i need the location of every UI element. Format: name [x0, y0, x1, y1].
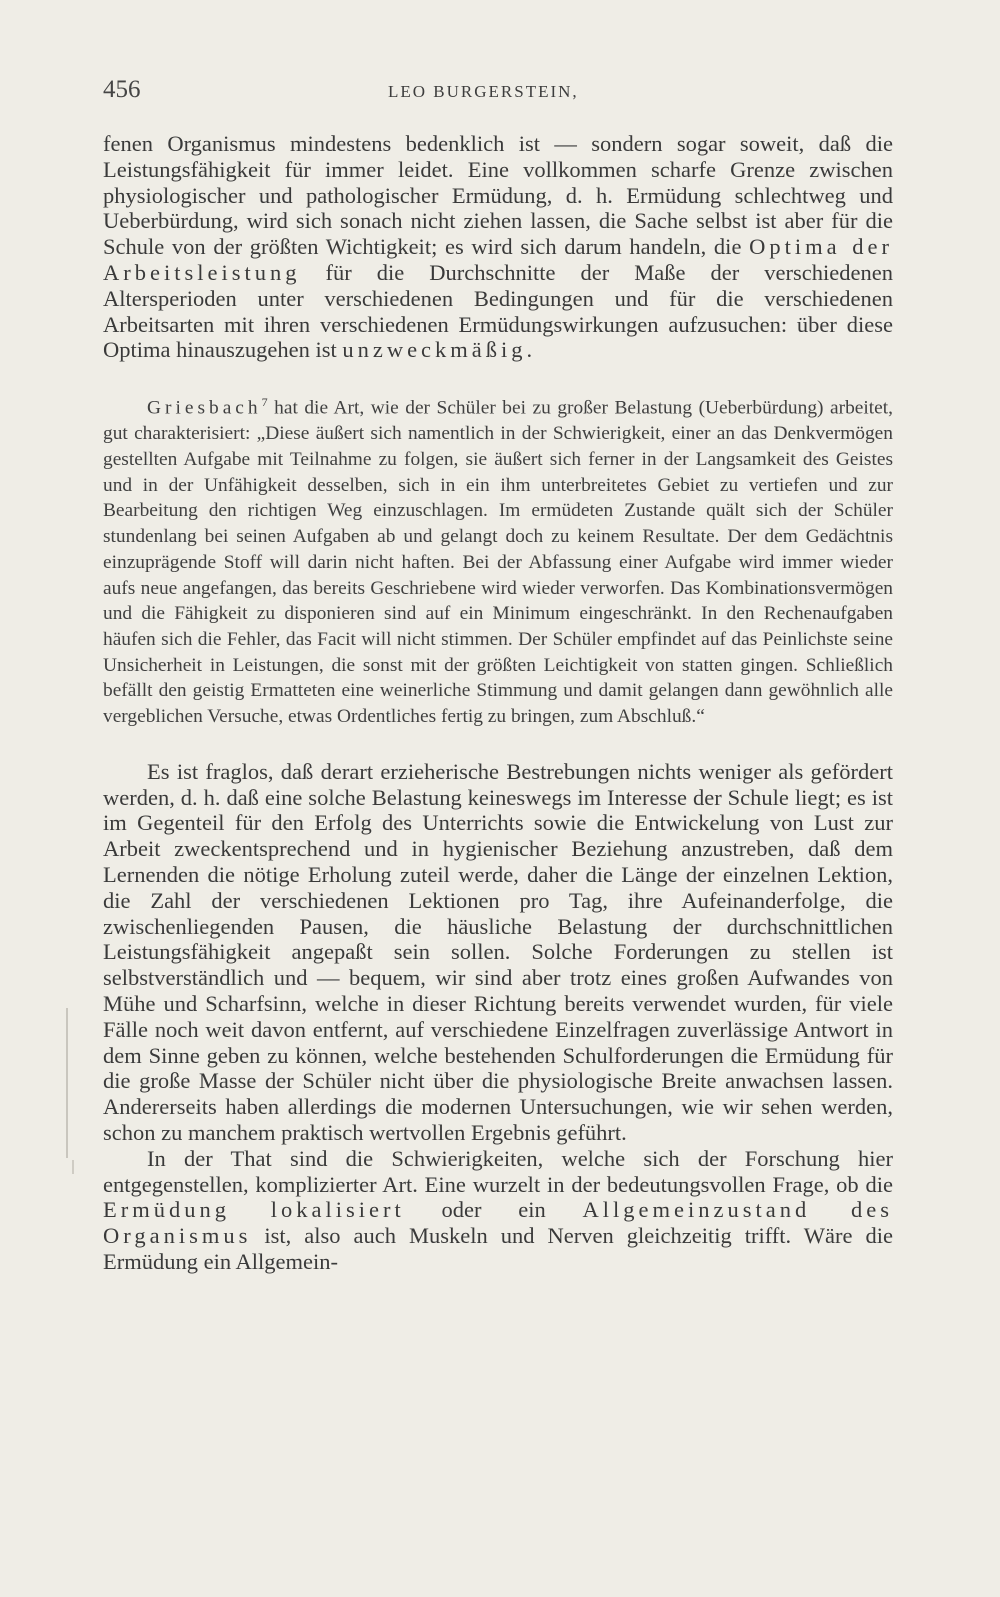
body-text	[103, 131, 893, 1275]
emphasized-term: Ermüdung lokalisiert	[103, 1197, 405, 1223]
emphasized-term: Optima der Arbeitsleistung	[103, 234, 894, 285]
paragraph-text: fenen Organismus mindestens bedenklich ist — sondern sogar soweit, daß die Leistungsfähigkeit für immer leidet. Eine vollkommen scharfe Grenze zwischen physiologischer und pathologischer Ermüdung, d. h. Ermüdung schlechtweg und Ueberbürdung, wird sich sonach nicht ziehen lassen, die Sache selbst ist aber für die Schule von der größten Wichtigkeit; es wird sich darum handeln, die	[103, 131, 893, 260]
paragraph-text: .	[526, 337, 533, 363]
emphasized-term: Allgemeinzustand des Organismus	[103, 1197, 894, 1249]
emphasized-term: unzweckmäßig	[342, 337, 527, 363]
running-head: LEO BURGERSTEIN,	[388, 82, 579, 101]
page-number: 456	[103, 76, 141, 103]
page-header	[103, 76, 893, 116]
footnote-marker: 7	[261, 395, 268, 410]
paragraph-text: In der That sind die Schwierigkeiten, welche sich der Forschung hier entgegenstellen, komplizierter Art. Eine wurzelt in der bedeutungsvollen Frage, ob die	[103, 1145, 893, 1197]
paragraph-text: ist, also auch Muskeln und Nerven gleichzeitig trifft. Wäre die Ermüdung ein Allgemein-	[103, 1223, 893, 1274]
paragraph-text: Es ist fraglos, daß derart erzieherische Bestrebungen nichts weniger als gefördert werden, d. h. daß eine solche Belastung keineswegs im Interesse der Schule liegt; es ist im Gegenteil für den Erfolg des Unterrichts sowie die Entwickelung von Lust zur Arbeit zweckentsprechend und in hygienischer Beziehung anzustreben, daß dem Lernenden die nötige Erholung zuteil werde, daher die Länge der einzelnen Lektion, die Zahl der verschiedenen Lektionen pro Tag, ihre Aufeinanderfolge, die zwischenliegenden Pausen, die häusliche Belastung der durchschnittlichen Leistungsfähigkeit angepaßt sein sollen. Solche Forderungen zu stellen ist selbstverständlich und — bequem, wir sind aber trotz eines großen Aufwandes von Mühe und Scharfsinn, welche in dieser Richtung bereits verwendet wurden, für viele Fälle noch weit davon entfernt, auf verschiedene Einzelfragen zuverlässige Antwort in dem Sinne geben zu können, welche bestehenden Schulforderungen die Ermüdung für die große Masse der Schüler nicht über die physiologische Breite anwachsen lassen. Andererseits haben allerdings die modernen Untersuchungen, wie wir sehen werden, schon zu manchem praktisch wertvollen Ergebnis geführt.	[103, 758, 893, 1145]
paragraph	[103, 759, 893, 1146]
margin-pencil-mark	[72, 1160, 74, 1174]
paragraph-continuation	[103, 131, 893, 363]
author-name: Griesbach	[147, 397, 262, 419]
paragraph-text: für die Durchschnitte der Maße der verschiedenen Altersperioden unter verschiedenen Bedingungen und für die verschiedenen Arbeitsarten mit ihren verschiedenen Ermüdungswirkungen aufzusuchen: über diese Optima hinauszugehen ist	[103, 259, 893, 363]
paragraph	[103, 1146, 893, 1275]
paragraph-text: oder ein	[404, 1197, 583, 1223]
margin-pencil-mark	[66, 1008, 68, 1158]
paragraph-text: hat die Art, wie der Schüler bei zu großer Belastung (Ueberbürdung) arbeitet, gut charakterisiert: „Diese äußert sich namentlich in der Schwierigkeit, einer an das Denkvermögen gestellten Aufgabe mit Teilnahme zu folgen, sie äußert sich ferner in der Langsamkeit des Geistes und in der Unfähigkeit desselben, sich in ein ihm unterbreitetes Gebiet zu vertiefen und zur Bearbeitung den richtigen Weg einzuschlagen. Im ermüdeten Zustande quält sich der Schüler stundenlang bei seinen Aufgaben ab und gelangt doch zu keinem Resultate. Der dem Gedächtnis einzuprägende Stoff will darin nicht haften. Bei der Abfassung einer Aufgabe wird immer wieder aufs neue angefangen, das bereits Geschriebene wird wieder verworfen. Das Kombinationsvermögen und die Fähigkeit zu disponieren sind auf ein Minimum eingeschränkt. In den Rechenaufgaben häufen sich die Fehler, das Facit will nicht stimmen. Der Schüler empfindet auf das Peinlichste seine Unsicherheit in Leistungen, die sonst mit der größten Leichtigkeit von statten gingen. Schließlich befällt den geistig Ermatteten eine weinerliche Stimmung und damit gelangen dann gewöhnlich alle vergeblichen Versuche, etwas Ordentliches fertig zu bringen, zum Abschluß.“	[103, 397, 893, 728]
quotation-paragraph	[103, 390, 893, 730]
